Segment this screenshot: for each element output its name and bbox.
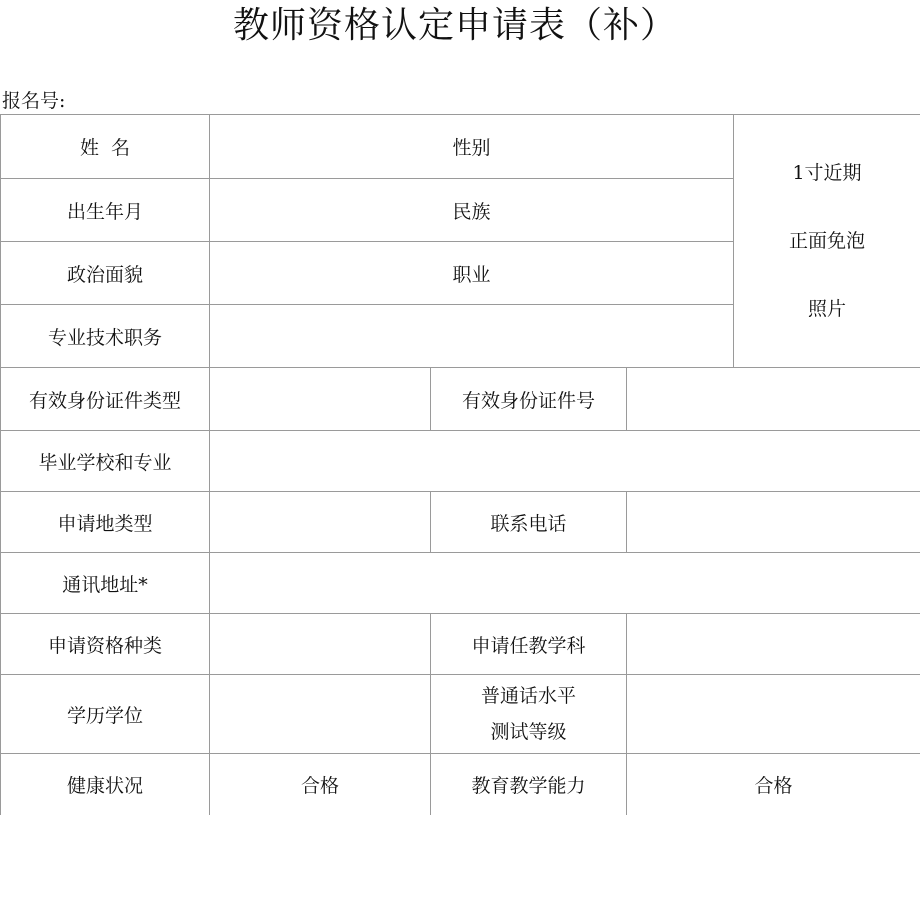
id-type-label: 有效身份证件类型 (1, 368, 210, 431)
table-row (1, 675, 920, 754)
subject-field[interactable] (627, 614, 920, 675)
professional-title-field[interactable] (210, 305, 734, 368)
application-form-table (0, 114, 920, 815)
id-number-field[interactable] (627, 368, 920, 431)
birth-label: 出生年月 (1, 179, 210, 242)
phone-label: 联系电话 (431, 492, 627, 553)
id-type-field[interactable] (210, 368, 431, 431)
table-row (1, 754, 920, 815)
name-label: 姓 名 (1, 115, 210, 179)
table-row (1, 431, 920, 492)
degree-field[interactable] (210, 675, 431, 754)
region-type-label: 申请地类型 (1, 492, 210, 553)
address-label: 通讯地址* (1, 553, 210, 614)
photo-line-2: 正面免泡 (789, 230, 866, 252)
table-row (1, 368, 920, 431)
political-label: 政治面貌 (1, 242, 210, 305)
school-label: 毕业学校和专业 (1, 431, 210, 492)
name-gender-cell[interactable] (210, 115, 734, 179)
table-row (1, 553, 920, 614)
photo-line-1: 1寸近期 (792, 162, 862, 184)
ethnicity-label: 民族 (452, 200, 491, 223)
birth-ethnicity-cell[interactable] (210, 179, 734, 242)
occupation-label: 职业 (452, 263, 491, 286)
mandarin-level-label (431, 675, 627, 754)
table-row (1, 614, 920, 675)
table-row (1, 115, 920, 179)
teaching-ability-value: 合格 (627, 754, 920, 815)
document-title: 教师资格认定申请表（补） (232, 5, 677, 46)
mandarin-level-field[interactable] (627, 675, 920, 754)
table-row (1, 492, 920, 553)
address-field[interactable] (210, 553, 920, 614)
phone-field[interactable] (627, 492, 920, 553)
health-label: 健康状况 (1, 754, 210, 815)
subject-label: 申请任教学科 (431, 614, 627, 675)
photo-line-3: 照片 (808, 298, 847, 320)
mandarin-label-line-2: 测试等级 (490, 721, 567, 743)
school-field[interactable] (210, 431, 920, 492)
gender-label: 性别 (452, 137, 491, 159)
region-type-field[interactable] (210, 492, 431, 553)
health-value: 合格 (210, 754, 431, 815)
political-occupation-cell[interactable] (210, 242, 734, 305)
qualification-label: 申请资格种类 (1, 614, 210, 675)
registration-number-label: 报名号: (2, 90, 66, 112)
qualification-field[interactable] (210, 614, 431, 675)
degree-label: 学历学位 (1, 675, 210, 754)
mandarin-label-line-1: 普通话水平 (480, 685, 576, 707)
photo-box[interactable] (734, 115, 920, 368)
id-number-label: 有效身份证件号 (431, 368, 627, 431)
teaching-ability-label: 教育教学能力 (431, 754, 627, 815)
professional-title-label: 专业技术职务 (1, 305, 210, 368)
